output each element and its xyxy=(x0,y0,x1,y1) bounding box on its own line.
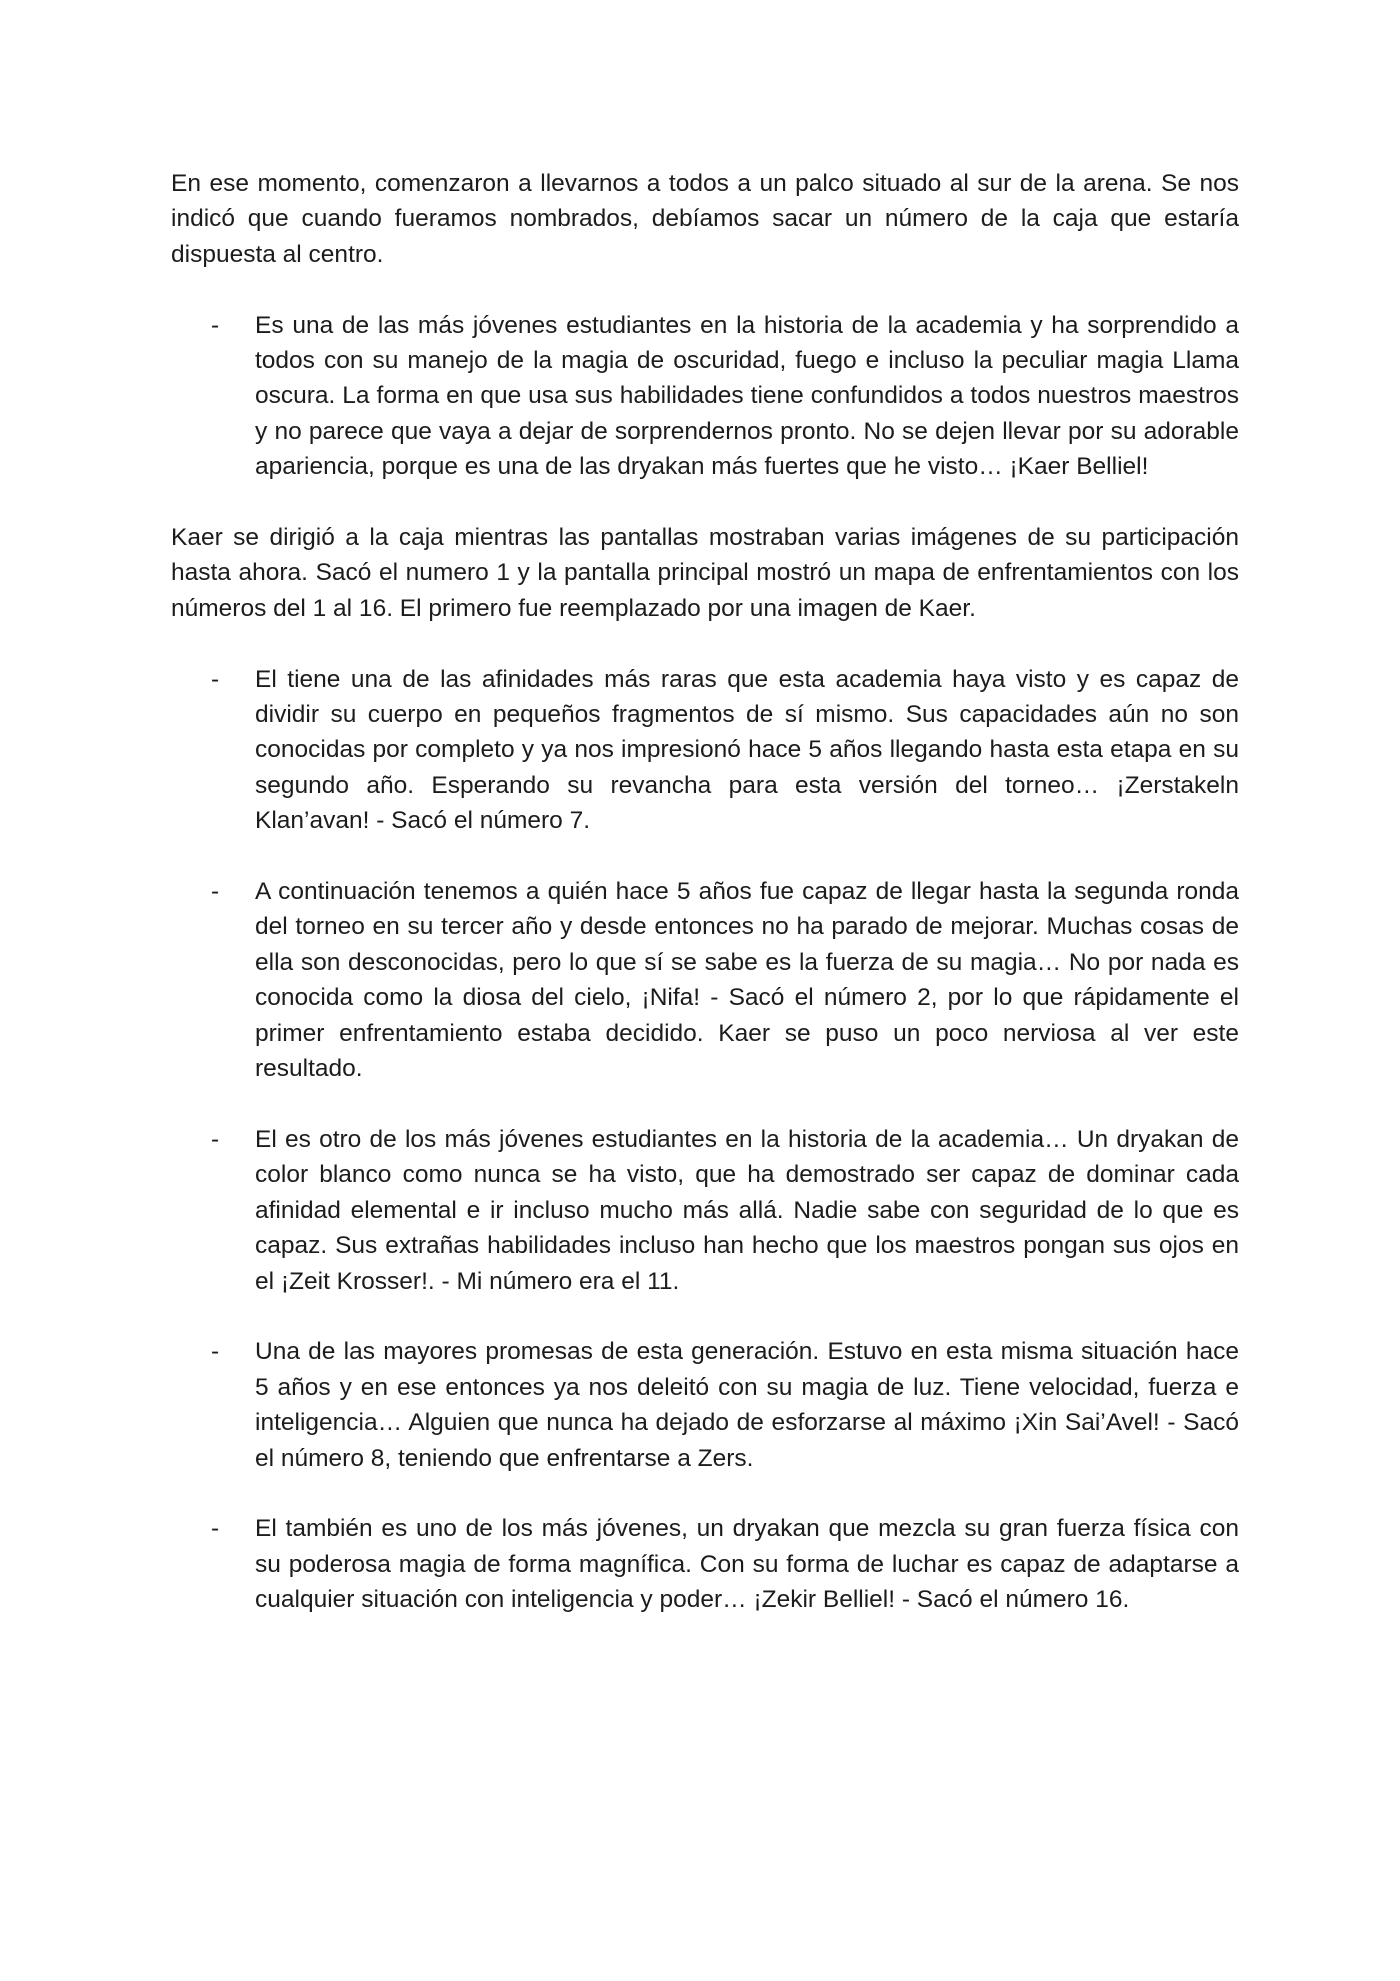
dash-bullet: - xyxy=(211,1125,220,1153)
list-item xyxy=(171,308,1239,485)
list-item-text: Una de las mayores promesas de esta generación. Estuvo en esta misma situación hace 5 años y en ese entonces ya nos deleitó con su magia de luz. Tiene velocidad, fuerza e inteligencia… Alguien que nunca ha dejado de esforzarse al máximo ¡Xin Sai’Avel! - Sacó el número 8, teniendo que enfrentarse a Zers. xyxy=(255,1338,1239,1472)
list-item-text: El tiene una de las afinidades más raras que esta academia haya visto y es capaz de dividir su cuerpo en pequeños fragmentos de sí mismo. Sus capacidades aún no son conocidas por completo y ya nos impresionó hace 5 años llegando hasta esta etapa en su segundo año. Esperando su revancha para esta versión del torneo… ¡Zerstakeln Klan’avan! - Sacó el número 7. xyxy=(255,665,1239,835)
announcement-list-first xyxy=(171,308,1239,485)
list-item xyxy=(171,1511,1239,1617)
paragraph-intro: En ese momento, comenzaron a llevarnos a todos a un palco situado al sur de la arena. Se nos indicó que cuando fueramos nombrados, debíamos sacar un número de la caja que estaría dispuesta al centro. xyxy=(171,170,1239,268)
announcement-list-second xyxy=(171,662,1239,1618)
list-item-text: El es otro de los más jóvenes estudiantes en la historia de la academia… Un dryakan de color blanco como nunca se ha visto, que ha demostrado ser capaz de dominar cada afinidad elemental e ir incluso mucho más allá. Nadie sabe con seguridad de lo que es capaz. Sus extrañas habilidades incluso han hecho que los maestros pongan sus ojos en el ¡Zeit Krosser!. - Mi número era el 11. xyxy=(255,1125,1239,1295)
paragraph-kaer-draw: Kaer se dirigió a la caja mientras las pantallas mostraban varias imágenes de su participación hasta ahora. Sacó el numero 1 y la pantalla principal mostró un mapa de enfrentamientos con los números del 1 al 16. El primero fue reemplazado por una imagen de Kaer. xyxy=(171,524,1239,622)
dash-bullet: - xyxy=(211,1515,220,1543)
list-item xyxy=(171,1122,1239,1299)
document-body xyxy=(171,166,1239,1653)
dash-bullet: - xyxy=(211,665,220,693)
list-item xyxy=(171,662,1239,839)
list-item-text: Es una de las más jóvenes estudiantes en la historia de la academia y ha sorprendido a todos con su manejo de la magia de oscuridad, fuego e incluso la peculiar magia Llama oscura. La forma en que usa sus habilidades tiene confundidos a todos nuestros maestros y no parece que vaya a dejar de sorprendernos pronto. No se dejen llevar por su adorable apariencia, porque es una de las dryakan más fuertes que he visto… ¡Kaer Belliel! xyxy=(255,311,1239,481)
list-item xyxy=(171,874,1239,1086)
dash-bullet: - xyxy=(211,1338,220,1366)
dash-bullet: - xyxy=(211,878,220,906)
list-item-text: El también es uno de los más jóvenes, un dryakan que mezcla su gran fuerza física con su poderosa magia de forma magnífica. Con su forma de luchar es capaz de adaptarse a cualquier situación con inteligencia y poder… ¡Zekir Belliel! - Sacó el número 16. xyxy=(255,1515,1239,1614)
list-item xyxy=(171,1334,1239,1476)
list-item-text: A continuación tenemos a quién hace 5 años fue capaz de llegar hasta la segunda ronda del torneo en su tercer año y desde entonces no ha parado de mejorar. Muchas cosas de ella son desconocidas, pero lo que sí se sabe es la fuerza de su magia… No por nada es conocida como la diosa del cielo, ¡Nifa! - Sacó el número 2, por lo que rápidamente el primer enfrentamiento estaba decidido. Kaer se puso un poco nerviosa al ver este resultado. xyxy=(255,878,1239,1083)
dash-bullet: - xyxy=(211,311,220,339)
